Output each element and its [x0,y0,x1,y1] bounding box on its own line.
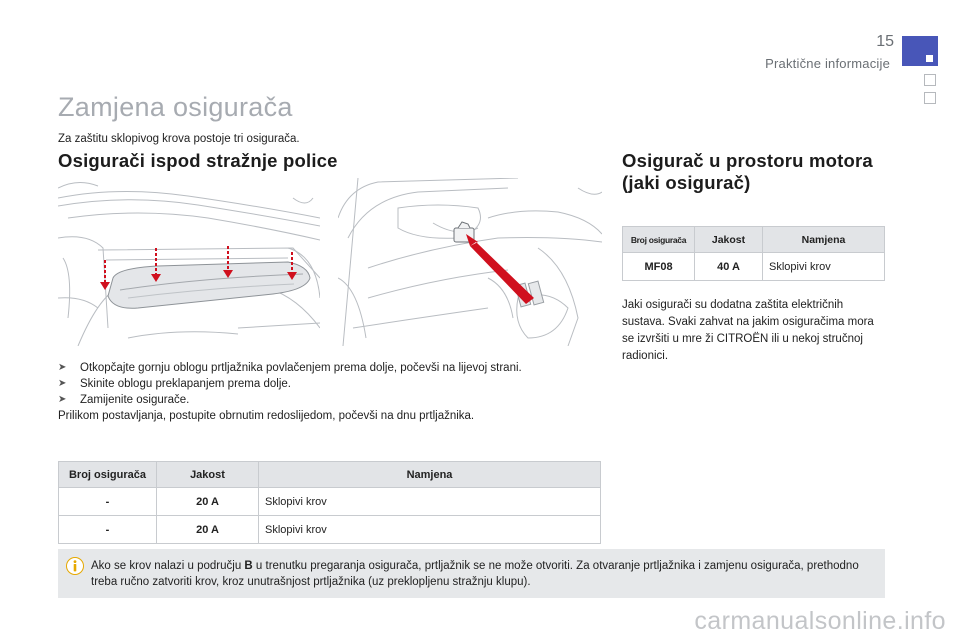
engine-compartment-drawing [338,178,602,346]
fuse-pointer-arrow [466,234,534,304]
watermark: carmanualsonline.info [694,607,946,635]
step-item [58,376,522,392]
page-title: Zamjena osigurača [58,92,293,122]
step-text: Otkopčajte gornju oblogu prtljažnika povlačenjem prema dolje, počevši na lijevoj strani. [80,362,522,374]
table-header-row [623,227,885,253]
trunk-shelf-illustration [58,178,320,346]
section-name: Praktične informacije [765,56,890,71]
fuse-purpose-cell: Sklopivi krov [259,488,601,516]
column-header: Broj osigurača [59,462,157,488]
fuse-purpose-cell: Sklopivi krov [259,516,601,544]
section-heading-engine: Osigurač u prostoru motora (jaki osigurač) [622,150,873,193]
trunk-shelf-drawing [58,178,320,346]
closing-text: Prilikom postavljanja, postupite obrnutim redoslijedom, počevši na dnu prtljažnika. [58,410,475,422]
chapter-tab[interactable] [924,74,936,86]
chapter-tab-active[interactable] [902,36,938,66]
column-header: Jakost [695,227,763,253]
instruction-steps [58,360,522,424]
info-text-bold: B [244,560,253,572]
fuse-number-cell: - [59,488,157,516]
info-text-part: Ako se krov nalazi u području [91,560,245,572]
maxi-fuse-note: Jaki osigurači su dodatna zaštita električnih sustava. Svaki zahvat na jakim osiguračima mora se izvršiti u mre ži CITROËN ili u nekoj stručnoj radionici. [622,299,874,362]
engine-compartment-illustration [338,178,602,346]
step-text: Skinite oblogu preklapanjem prema dolje. [80,378,291,390]
chapter-tab[interactable] [924,92,936,104]
table-row [623,253,885,281]
step-item [58,392,522,408]
fuse-purpose-cell: Sklopivi krov [763,253,885,281]
arrow-bullet-icon: ➤ [58,378,67,389]
table-header-row [59,462,601,488]
info-icon [66,557,84,575]
section-heading-shelf: Osigurači ispod stražnje police [58,150,338,171]
column-header: Jakost [157,462,259,488]
info-box [58,549,885,598]
column-header: Namjena [763,227,885,253]
arrow-bullet-icon: ➤ [58,362,67,373]
table-row [59,516,601,544]
info-text-part: u trenutku pregaranja osigurača, prtljažnik se ne može otvoriti. Za otvaranje prtljažnika i zamjenu osigurača, prethodno treba ručno zatvoriti krov, kroz unutrašnjost prtljažnika (uz preklopljenu stražnju klupu). [91,560,859,588]
square-icon [926,55,933,62]
fuse-number-cell: - [59,516,157,544]
column-header: Broj osigurača [623,227,695,253]
column-header: Namjena [259,462,601,488]
fuse-number-cell: MF08 [623,253,695,281]
fuse-rating-cell: 40 A [695,253,763,281]
engine-fuse-table [622,226,885,281]
arrow-bullet-icon: ➤ [58,394,67,405]
table-row [59,488,601,516]
step-item [58,360,522,376]
info-text [91,558,877,590]
shelf-fuse-table [58,461,601,544]
step-text: Zamijenite osigurače. [80,394,190,406]
page-number: 15 [876,33,894,50]
intro-text: Za zaštitu sklopivog krova postoje tri osigurača. [58,133,300,145]
fuse-rating-cell: 20 A [157,516,259,544]
fuse-rating-cell: 20 A [157,488,259,516]
